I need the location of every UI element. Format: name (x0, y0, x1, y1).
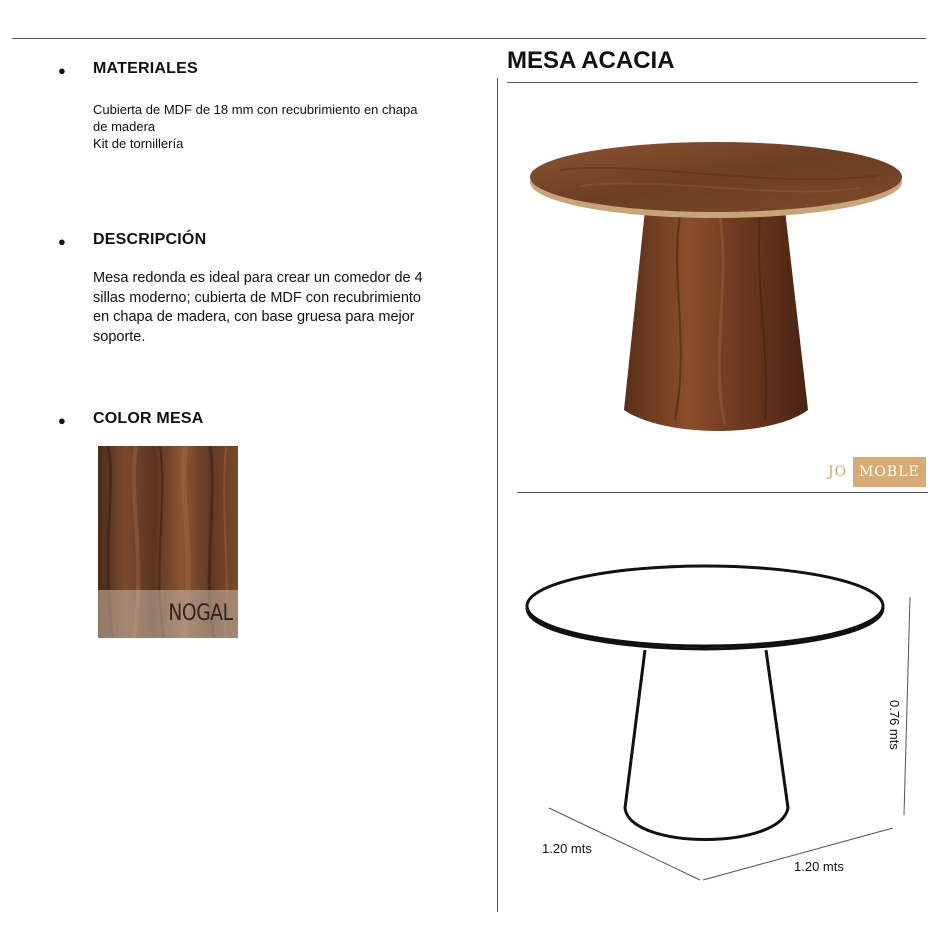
descripcion-line: sillas moderno; cubierta de MDF con recubrimiento (93, 289, 421, 306)
heading-materiales: MATERIALES (93, 60, 198, 77)
bullet-materiales: ● (58, 63, 66, 78)
materiales-line: de madera (93, 119, 156, 134)
table-photo (520, 120, 915, 450)
materiales-text (93, 101, 417, 152)
bullet-descripcion: ● (58, 234, 66, 249)
swatch-label: NOGAL (168, 601, 233, 626)
bullet-color: ● (58, 413, 66, 428)
section-rule (517, 492, 928, 493)
dimension-drawing (500, 550, 930, 890)
wood-swatch (98, 446, 238, 638)
descripcion-line: en chapa de madera, con base gruesa para mejor (93, 309, 415, 325)
dimension-height: 0.76 mts (887, 700, 902, 750)
top-rule (12, 38, 926, 39)
descripcion-line: Mesa redonda es ideal para crear un comedor de 4 (93, 270, 423, 286)
descripcion-text (93, 269, 483, 347)
title-underline (507, 82, 918, 83)
materiales-line: Kit de tornillería (93, 136, 184, 151)
logo-part-jo: JO (828, 464, 848, 480)
column-divider (497, 78, 498, 912)
product-title: MESA ACACIA (507, 47, 675, 74)
heading-descripcion: DESCRIPCIÓN (93, 231, 207, 248)
materiales-line: Cubierta de MDF de 18 mm con recubrimiento en chapa (93, 102, 418, 117)
dimension-depth: 1.20 mts (542, 841, 592, 856)
logo-part-moble: MOBLE (853, 457, 926, 487)
descripcion-line: soporte. (93, 328, 146, 345)
dimension-width: 1.20 mts (794, 859, 844, 874)
heading-color-mesa: COLOR MESA (93, 410, 204, 427)
brand-logo (824, 457, 926, 487)
